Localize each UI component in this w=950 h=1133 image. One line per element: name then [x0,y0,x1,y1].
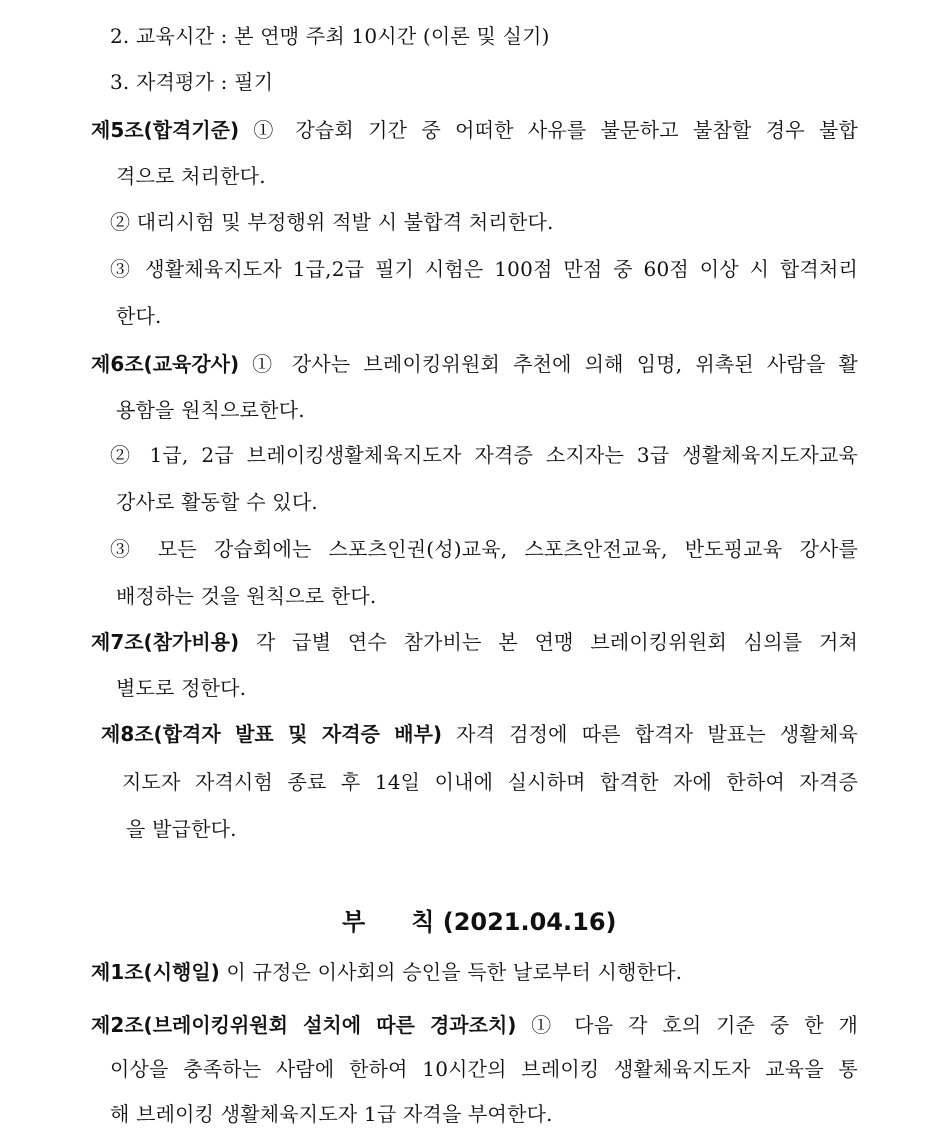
addendum-article-1-text: 이 규정은 이사회의 승인을 득한 날로부터 시행한다. [226,960,683,984]
addendum-article-1-heading: 제1조(시행일) [91,960,220,984]
article-7-heading: 제7조(참가비용) [91,630,240,654]
article-5-line-4: ③ 생활체육지도자 1급,2급 필기 시험은 100점 만점 중 60점 이상 시 합격처리 [110,257,858,281]
article-6-text-1: ① 강사는 브레이킹위원회 추천에 의해 임명, 위촉된 사람을 활 [252,352,858,376]
item-3-qualification-evaluation: 3. 자격평가 : 필기 [110,70,274,94]
article-7-line-2: 별도로 정한다. [116,676,247,700]
article-5-text-1: ① 강습회 기간 중 어떠한 사유를 불문하고 불참할 경우 불합 [253,118,858,142]
article-5-heading: 제5조(합격기준) [91,118,240,142]
article-8-line-3: 을 발급한다. [126,817,237,841]
article-7-line-1 [91,628,858,656]
addendum-article-2-line-1 [91,1011,858,1039]
article-6-line-2: 용함을 원칙으로한다. [116,398,305,422]
addendum-article-2-text-1: ① 다음 각 호의 기준 중 한 개 [531,1013,858,1037]
article-8-line-1 [101,720,858,748]
article-6-line-5: ③ 모든 강습회에는 스포츠인권(성)교육, 스포츠안전교육, 반도핑교육 강사를 [110,537,858,561]
addendum-title-part-a: 부 [342,908,366,936]
article-7-text-1: 각 급별 연수 참가비는 본 연맹 브레이킹위원회 심의를 거쳐 [255,630,858,654]
article-5-line-1 [91,116,858,144]
item-2-education-hours: 2. 교육시간 : 본 연맹 주최 10시간 (이론 및 실기) [110,24,550,48]
article-8-text-1: 자격 검정에 따른 합격자 발표는 생활체육 [456,722,858,746]
addendum-article-2-line-3: 해 브레이킹 생활체육지도자 1급 자격을 부여한다. [110,1102,553,1126]
article-8-heading: 제8조(합격자 발표 및 자격증 배부) [101,722,443,746]
article-8-line-2: 지도자 자격시험 종료 후 14일 이내에 실시하며 합격한 자에 한하여 자격증 [122,770,858,794]
addendum-article-2-heading: 제2조(브레이킹위원회 설치에 따른 경과조치) [91,1013,517,1037]
addendum-article-1 [91,958,682,986]
article-5-line-3: ② 대리시험 및 부정행위 적발 시 불합격 처리한다. [110,210,554,234]
article-5-line-2: 격으로 처리한다. [116,164,266,188]
article-5-line-5: 한다. [116,304,162,328]
addendum-title-part-b: 칙 (2021.04.16) [411,908,617,936]
addendum-article-2-line-2: 이상을 충족하는 사람에 한하여 10시간의 브레이킹 생활체육지도자 교육을 통 [110,1057,858,1081]
article-6-line-1 [91,350,858,378]
article-6-heading: 제6조(교육강사) [91,352,240,376]
article-6-line-4: 강사로 활동할 수 있다. [116,490,318,514]
addendum-title [342,906,617,938]
article-6-line-3: ② 1급, 2급 브레이킹생활체육지도자 자격증 소지자는 3급 생활체육지도자교육 [110,443,858,467]
article-6-line-6: 배정하는 것을 원칙으로 한다. [116,584,377,608]
